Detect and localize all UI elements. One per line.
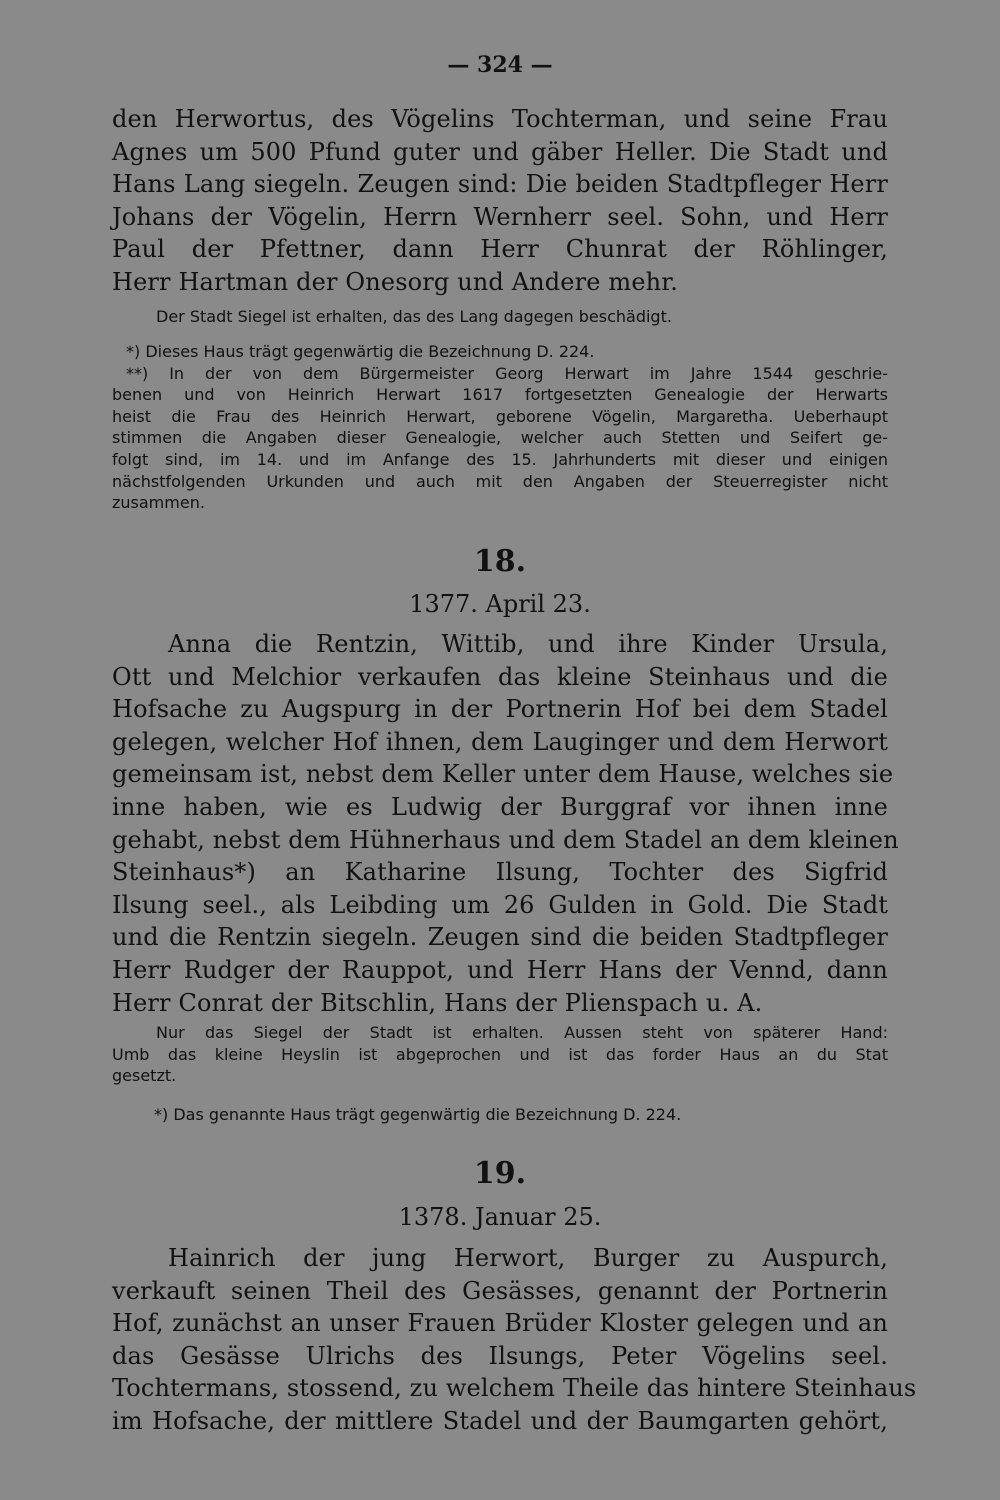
text-line: verkauft seinen Theil des Gesässes, genannt der Portnerin — [112, 1276, 888, 1305]
text-line: Johans der Vögelin, Herrn Wernherr seel. Sohn, und Herr — [112, 202, 888, 231]
page-number: — 324 — — [447, 52, 553, 78]
footnote-line: folgt sind, im 14. und im Anfange des 15. Jahrhunderts mit dieser und einigen — [112, 449, 888, 469]
footnote-line: **) In der von dem Bürgermeister Georg Herwart im Jahre 1544 geschrie- — [126, 363, 888, 383]
text-line: Herr Conrat der Bitschlin, Hans der Plienspach u. A. — [112, 988, 763, 1017]
footnote-line: stimmen die Angaben dieser Genealogie, welcher auch Stetten und Seifert ge- — [112, 428, 888, 448]
text-line: gemeinsam ist, nebst dem Keller unter dem Hause, welches sie — [112, 760, 894, 789]
text-line: gelegen, welcher Hof ihnen, dem Lauginger und dem Herwort — [112, 727, 888, 756]
document-18-paragraph — [112, 628, 899, 1019]
footnote-line: nächstfolgenden Urkunden und auch mit den Angaben der Steuerregister nicht — [112, 471, 888, 491]
text-line: Herr Hartman der Onesorg und Andere mehr. — [112, 267, 679, 296]
footnote-line: heist die Frau des Heinrich Herwart, geborene Vögelin, Margaretha. Ueberhaupt — [112, 406, 888, 426]
document-18-seal-note — [112, 1022, 888, 1087]
footnote-line: *) Das genannte Haus trägt gegenwärtig die Bezeichnung D. 224. — [154, 1105, 682, 1124]
document-18-footnote — [112, 1104, 888, 1126]
text-line: Steinhaus*) an Katharine Ilsung, Tochter des Sigfrid — [112, 858, 888, 887]
text-line: das Gesässe Ulrichs des Ilsungs, Peter Vögelins seel. — [112, 1341, 888, 1370]
text-line: inne haben, wie es Ludwig der Burggraf vor ihnen inne — [112, 792, 888, 821]
top-paragraph — [112, 103, 888, 299]
footnote-line: benen und von Heinrich Herwart 1617 fortgesetzten Genealogie der Herwarts — [112, 385, 888, 405]
document-number: 19. — [473, 1156, 527, 1191]
seal-note: Der Stadt Siegel ist erhalten, das des Lang dagegen beschädigt. — [156, 307, 672, 326]
text-line: Hof, zunächst an unser Frauen Brüder Kloster gelegen und an — [112, 1309, 888, 1338]
seal-note-line: gesetzt. — [112, 1066, 177, 1086]
text-line: Hofsache zu Augspurg in der Portnerin Hof bei dem Stadel — [112, 695, 888, 724]
text-line: im Hofsache, der mittlere Stadel und der Baumgarten gehört, — [112, 1406, 888, 1435]
text-line: Herr Rudger der Rauppot, und Herr Hans der Vennd, dann — [112, 955, 888, 984]
text-line: Hans Lang siegeln. Zeugen sind: Die beiden Stadtpfleger Herr — [112, 170, 888, 199]
seal-note-line: Nur das Siegel der Stadt ist erhalten. Aussen steht von späterer Hand: — [156, 1023, 888, 1042]
text-line: Tochtermans, stossend, zu welchem Theile das hintere Steinhaus — [112, 1374, 917, 1403]
footnote-line: zusammen. — [112, 493, 205, 513]
document-date: 1377. April 23. — [409, 590, 591, 618]
text-line: Agnes um 500 Pfund guter und gäber Heller. Die Stadt und — [112, 137, 888, 166]
top-seal-note — [112, 306, 888, 328]
document-19-paragraph — [112, 1242, 917, 1438]
text-line: gehabt, nebst dem Hühnerhaus und dem Stadel an dem kleinen — [112, 825, 899, 854]
footnote-line: *) Dieses Haus trägt gegenwärtig die Bezeichnung D. 224. — [126, 342, 595, 361]
text-line: Ott und Melchior verkaufen das kleine Steinhaus und die — [112, 662, 888, 691]
text-line: Anna die Rentzin, Wittib, und ihre Kinder Ursula, — [168, 630, 888, 658]
text-line: den Herwortus, des Vögelins Tochterman, und seine Frau — [112, 105, 888, 133]
text-line: Hainrich der jung Herwort, Burger zu Auspurch, — [168, 1244, 888, 1272]
top-footnotes — [112, 341, 888, 514]
document-number: 18. — [473, 544, 527, 579]
text-line: und die Rentzin siegeln. Zeugen sind die beiden Stadtpfleger — [112, 923, 888, 952]
text-line: Paul der Pfettner, dann Herr Chunrat der Röhlinger, — [112, 235, 888, 264]
seal-note-line: Umb das kleine Heyslin ist abgeprochen und ist das forder Haus an du Stat — [112, 1044, 888, 1064]
document-date: 1378. Januar 25. — [398, 1203, 602, 1231]
text-line: Ilsung seel., als Leibding um 26 Gulden in Gold. Die Stadt — [112, 890, 888, 919]
